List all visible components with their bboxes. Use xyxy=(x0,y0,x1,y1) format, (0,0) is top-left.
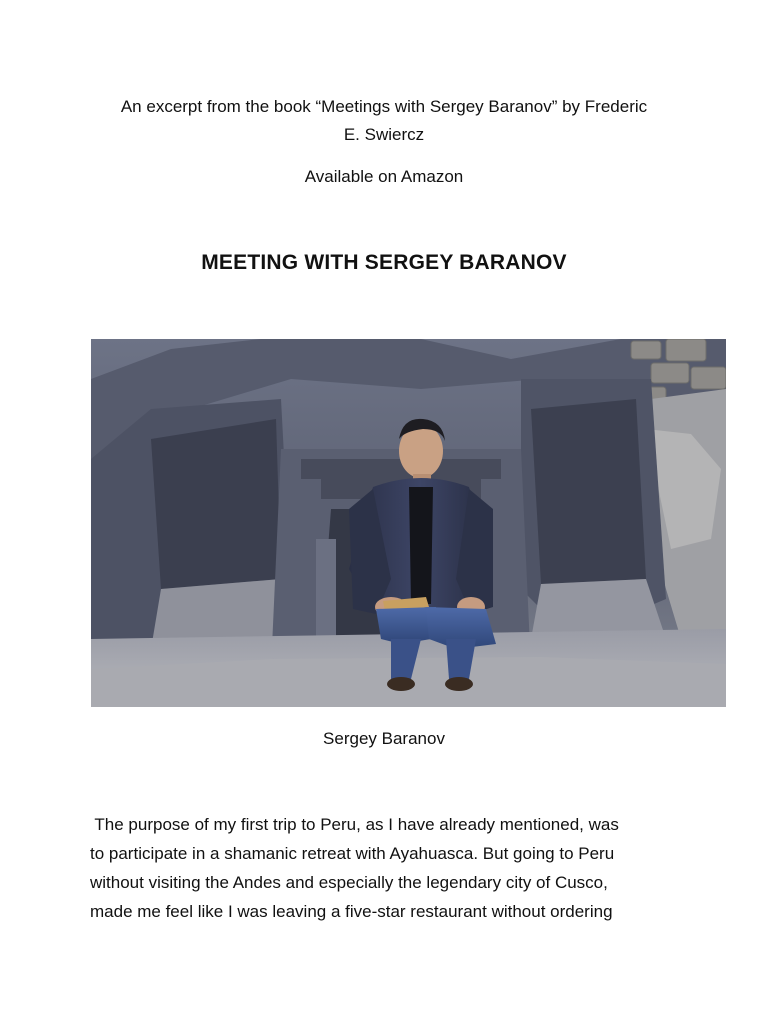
photo-illustration xyxy=(91,339,726,707)
portrait-photo xyxy=(91,339,726,707)
photo-caption: Sergey Baranov xyxy=(323,729,445,748)
body-line: The purpose of my first trip to Peru, as I have already mentioned, was xyxy=(90,815,619,834)
body-line: made me feel like I was leaving a five-star restaurant without ordering xyxy=(90,902,613,921)
page-title: MEETING WITH SERGEY BARANOV xyxy=(201,251,567,274)
excerpt-line-1: An excerpt from the book “Meetings with Sergey Baranov” by Frederic xyxy=(120,97,648,116)
body-line: without visiting the Andes and especially the legendary city of Cusco, xyxy=(90,873,608,892)
body-line: to participate in a shamanic retreat with Ayahuasca. But going to Peru xyxy=(90,844,615,863)
body-paragraph xyxy=(90,810,678,926)
excerpt-line-2: E. Swiercz xyxy=(343,125,425,144)
availability-note: Available on Amazon xyxy=(304,167,464,186)
